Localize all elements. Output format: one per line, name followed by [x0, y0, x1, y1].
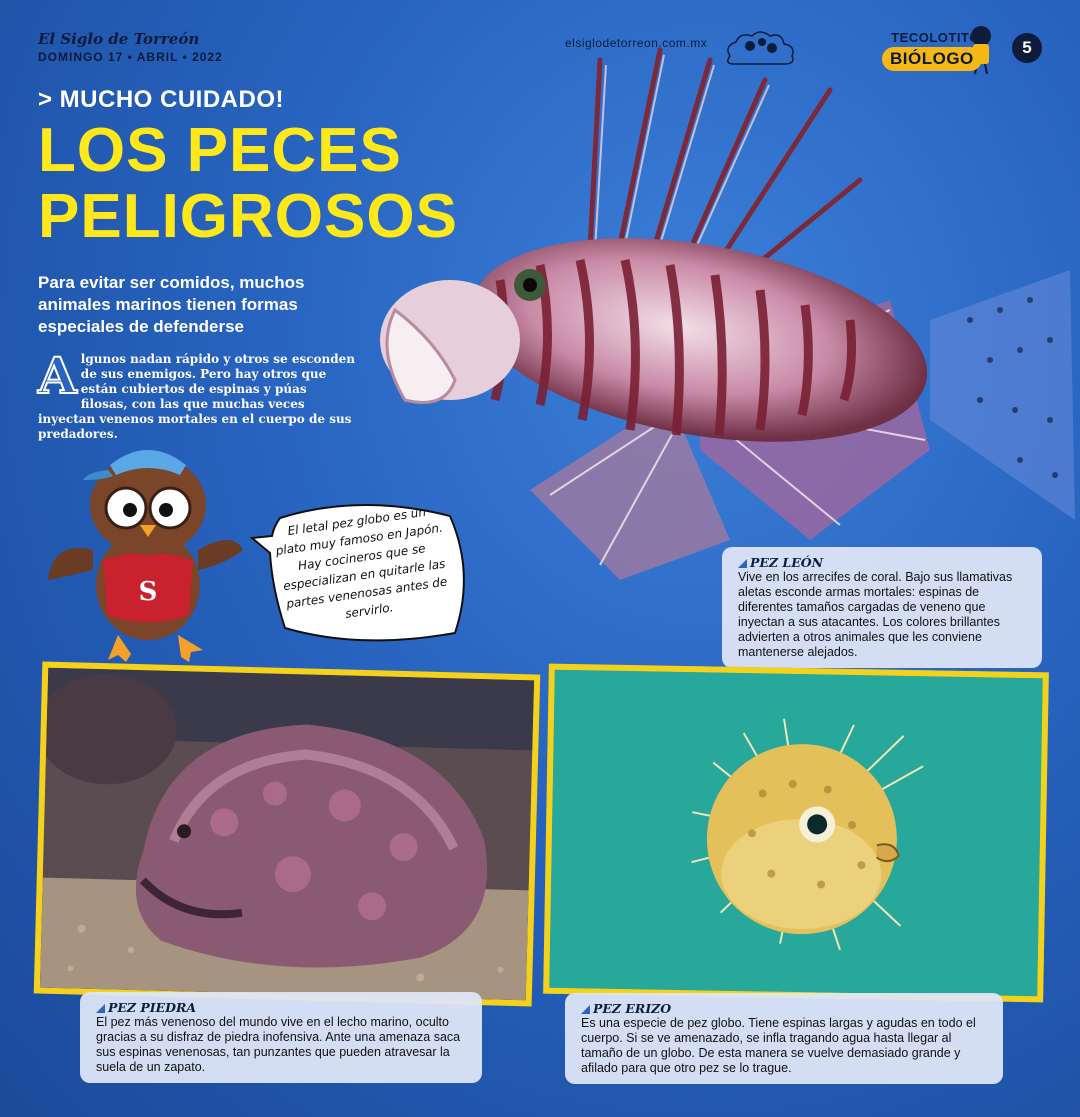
caption-heading — [581, 1001, 989, 1016]
title-line-1: LOS PECES — [38, 116, 402, 185]
caption-heading-text: PEZ LEÓN — [750, 555, 824, 570]
caption-heading-text: PEZ ERIZO — [593, 1001, 672, 1016]
masthead: El Siglo de Torreón — [38, 30, 200, 48]
drop-cap: A — [38, 346, 77, 405]
triangle-icon — [581, 1005, 590, 1014]
caption-text: Vive en los arrecifes de coral. Bajo sus llamativas aletas esconde armas mortales: espinas de diferentes tamaños cargadas de veneno que inyectan a sus atacantes. Los colores brillantes advierten a otros animales que les conviene mantenerse alejados. — [738, 570, 1013, 659]
caption-pez-leon — [722, 547, 1042, 668]
caption-pez-piedra — [80, 992, 482, 1083]
speech-bubble — [250, 498, 472, 648]
caption-text: El pez más venenoso del mundo vive en el lecho marino, oculto gracias a su disfraz de piedra inofensiva. Ante una amenaza saca sus espinas venenosas, tan punzantes que pueden atravesar la suela de un zapato. — [96, 1015, 461, 1074]
title-line-2: PELIGROSOS — [38, 182, 458, 251]
speech-bubble-text: El letal pez globo es un plato muy famoso en Japón. Hay cocineros que se especializan en quitarle las partes venenosas antes de servirlo. — [274, 504, 449, 621]
owl-mascot — [48, 430, 248, 670]
caption-heading-text: PEZ PIEDRA — [108, 1000, 197, 1015]
stonefish-photo — [34, 662, 541, 1007]
intro-text: lgunos nadan rápido y otros se esconden de sus enemigos. Pero hay otros que están cubiertos de espinas y púas filosas, con las que muchas veces inyectan venenos mortales en el cuerpo de sus predadores. — [38, 352, 356, 441]
section-name-top: TECOLOTITO — [891, 30, 980, 45]
section-name-bottom: BIÓLOGO — [882, 47, 982, 71]
website-link[interactable]: elsiglodetorreon.com.mx — [565, 36, 708, 50]
intro-paragraph — [38, 346, 356, 442]
triangle-icon — [96, 1004, 105, 1013]
shirt-letter: S — [138, 577, 158, 607]
porcupinefish-photo — [543, 664, 1049, 1003]
caption-pez-erizo — [565, 993, 1003, 1084]
porcupinefish-image — [549, 670, 1042, 996]
triangle-icon — [738, 559, 747, 568]
caption-text: Es una especie de pez globo. Tiene espinas largas y agudas en todo el cuerpo. Si se ve amenazado, se infla tragando agua hasta llegar al tamaño de un globo. De esta manera se vuelve demasiado grande y afilado para que otro pez se lo trague. — [581, 1016, 976, 1075]
kicker: > MUCHO CUIDADO! — [38, 86, 284, 113]
dateline: DOMINGO 17 • ABRIL • 2022 — [38, 50, 223, 64]
subtitle: Para evitar ser comidos, muchos animales marinos tienen formas especiales de defenderse — [38, 273, 305, 336]
caption-heading — [96, 1000, 468, 1015]
stonefish-image — [40, 668, 534, 1001]
caption-heading — [738, 555, 1028, 570]
page-number: 5 — [1012, 33, 1042, 63]
